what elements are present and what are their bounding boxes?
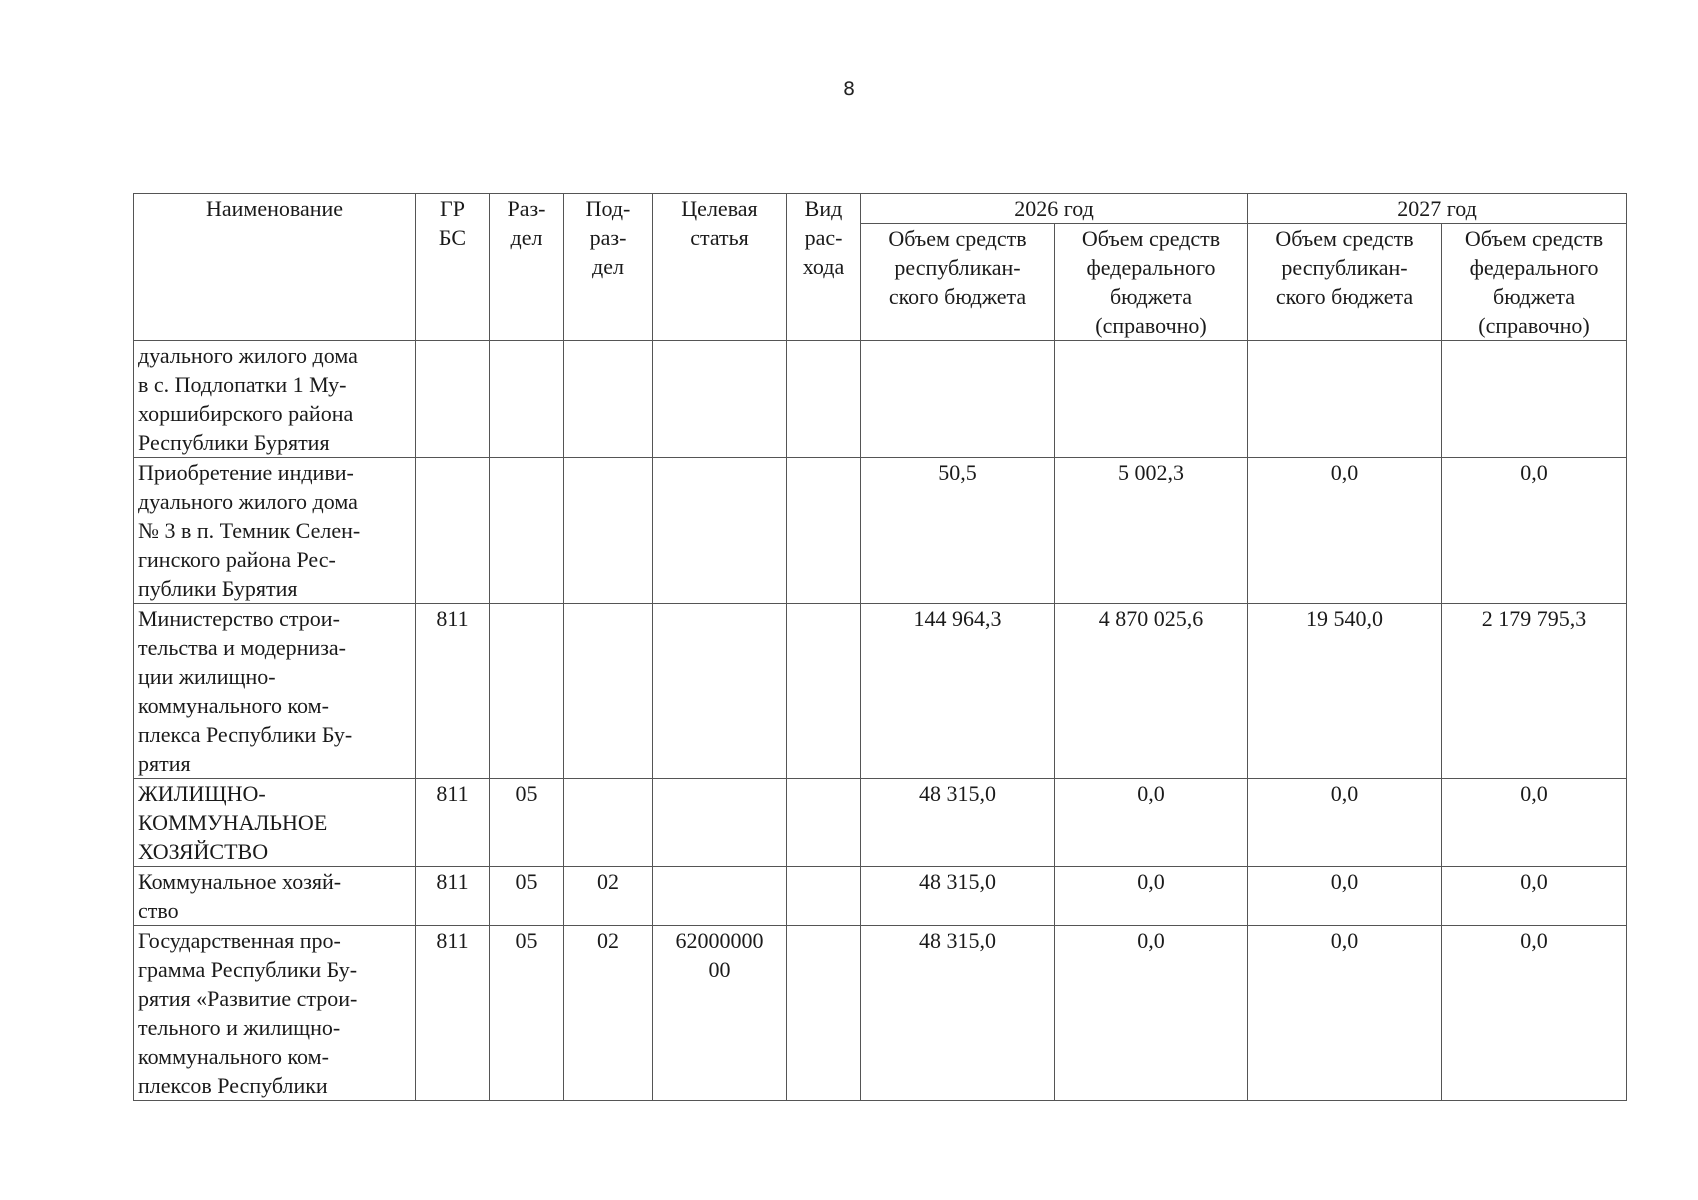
cell-rep-2027: 0,0 [1248,867,1442,926]
cell-celevaya [653,458,787,604]
cell-rep-2026: 48 315,0 [861,926,1055,1101]
table-row [134,779,1627,867]
page-number: 8 [842,78,856,100]
cell-fed-2026: 4 870 025,6 [1055,604,1248,779]
cell-rep-2027: 19 540,0 [1248,604,1442,779]
cell-razdel [490,604,564,779]
header-year-2027: 2027 год [1248,194,1627,224]
table-row [134,867,1627,926]
cell-name: дуального жилого дома в с. Подлопатки 1 Му- хоршибирского района Республики Бурятия [134,341,416,458]
header-podrazdel: Под- раз- дел [564,194,653,341]
cell-rep-2027: 0,0 [1248,458,1442,604]
header-rep-budget-2026: Объем средств республикан- ского бюджета [861,224,1055,341]
cell-celevaya [653,867,787,926]
cell-rep-2026: 144 964,3 [861,604,1055,779]
cell-fed-2026: 5 002,3 [1055,458,1248,604]
cell-razdel: 05 [490,779,564,867]
cell-podrazdel: 02 [564,926,653,1101]
cell-rep-2026: 48 315,0 [861,867,1055,926]
cell-vid [787,458,861,604]
header-year-2026: 2026 год [861,194,1248,224]
cell-razdel [490,458,564,604]
cell-name: ЖИЛИЩНО- КОММУНАЛЬНОЕ ХОЗЯЙСТВО [134,779,416,867]
cell-celevaya: 62000000 00 [653,926,787,1101]
cell-fed-2027: 0,0 [1442,867,1627,926]
cell-celevaya [653,604,787,779]
header-fed-budget-2026: Объем средств федерального бюджета (справочно) [1055,224,1248,341]
cell-fed-2027: 0,0 [1442,458,1627,604]
header-fed-budget-2027: Объем средств федерального бюджета (справочно) [1442,224,1627,341]
cell-razdel: 05 [490,867,564,926]
cell-name: Министерство строи- тельства и модерниза- ции жилищно- коммунального ком- плекса Республики Бу- рятия [134,604,416,779]
cell-vid [787,926,861,1101]
cell-grbs: 811 [416,604,490,779]
cell-grbs: 811 [416,867,490,926]
budget-table [133,193,1627,1101]
cell-fed-2027: 0,0 [1442,779,1627,867]
cell-fed-2027: 2 179 795,3 [1442,604,1627,779]
cell-fed-2027 [1442,341,1627,458]
cell-grbs: 811 [416,926,490,1101]
cell-podrazdel [564,458,653,604]
table-row [134,341,1627,458]
cell-rep-2027 [1248,341,1442,458]
cell-podrazdel [564,779,653,867]
header-name: Наименование [134,194,416,341]
cell-podrazdel [564,604,653,779]
cell-rep-2026: 50,5 [861,458,1055,604]
cell-fed-2026 [1055,341,1248,458]
cell-fed-2026: 0,0 [1055,926,1248,1101]
cell-rep-2027: 0,0 [1248,926,1442,1101]
cell-name: Приобретение индиви- дуального жилого дома № 3 в п. Темник Селен- гинского района Рес- публики Бурятия [134,458,416,604]
cell-vid [787,867,861,926]
cell-rep-2026 [861,341,1055,458]
cell-grbs: 811 [416,779,490,867]
table-row [134,458,1627,604]
cell-name: Государственная про- грамма Республики Бу- рятия «Развитие строи- тельного и жилищно- коммунального ком- плексов Республики [134,926,416,1101]
header-row [134,194,1627,224]
table-row [134,926,1627,1101]
header-rep-budget-2027: Объем средств республикан- ского бюджета [1248,224,1442,341]
header-celevaya-statya: Целевая статья [653,194,787,341]
cell-razdel [490,341,564,458]
header-vid-raskhoda: Вид рас- хода [787,194,861,341]
cell-rep-2026: 48 315,0 [861,779,1055,867]
cell-fed-2027: 0,0 [1442,926,1627,1101]
cell-razdel: 05 [490,926,564,1101]
cell-name: Коммунальное хозяй- ство [134,867,416,926]
header-grbs: ГР БС [416,194,490,341]
cell-fed-2026: 0,0 [1055,779,1248,867]
cell-fed-2026: 0,0 [1055,867,1248,926]
cell-celevaya [653,779,787,867]
header-razdel: Раз- дел [490,194,564,341]
cell-celevaya [653,341,787,458]
cell-podrazdel: 02 [564,867,653,926]
cell-podrazdel [564,341,653,458]
cell-grbs [416,341,490,458]
cell-rep-2027: 0,0 [1248,779,1442,867]
cell-grbs [416,458,490,604]
cell-vid [787,779,861,867]
cell-vid [787,341,861,458]
cell-vid [787,604,861,779]
table-row [134,604,1627,779]
